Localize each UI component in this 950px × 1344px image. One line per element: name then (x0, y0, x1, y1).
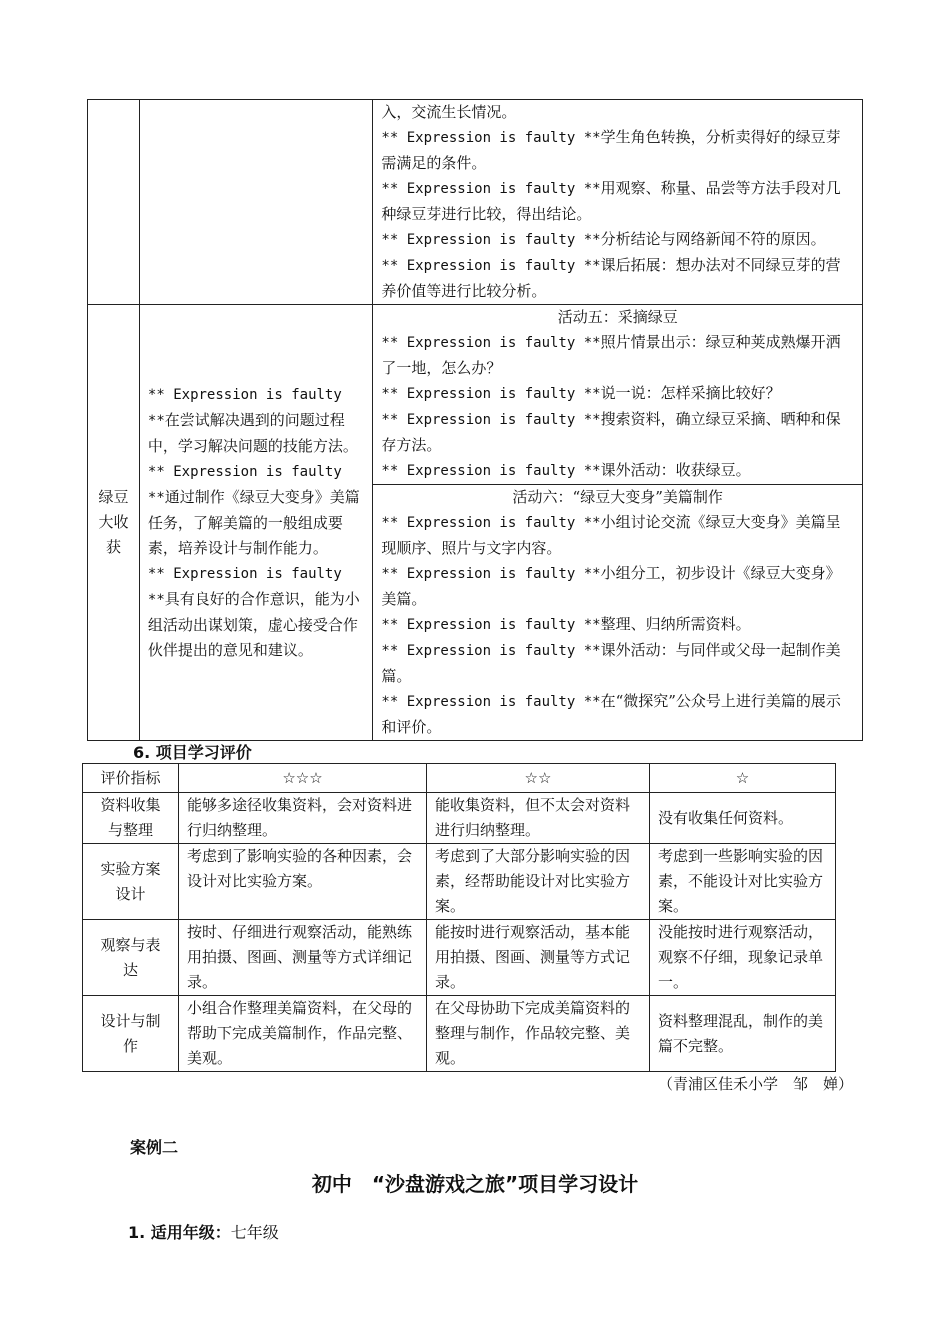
activity-line: ** Expression is faulty **小组讨论交流《绿豆大变身》美篇呈现顺序、照片与文字内容。 (381, 513, 841, 557)
stage-cell (88, 100, 140, 305)
table-row (88, 100, 863, 305)
activity-line: ** Expression is faulty **课外活动：与同伴或父母一起制作美篇。 (381, 641, 841, 685)
error-marker: ** Expression is faulty ** (381, 335, 601, 351)
activity-line: ** Expression is faulty **课后拓展：想办法对不同绿豆芽的营养价值等进行比较分析。 (381, 256, 841, 300)
rating-cell: 没能按时进行观察活动，观察不仔细，现象记录单一。 (650, 920, 836, 996)
activity-line: ** Expression is faulty **用观察、称量、品尝等方法手段对几种绿豆芽进行比较，得出结论。 (381, 179, 841, 223)
project-activity-table (87, 99, 863, 741)
activity-line: ** Expression is faulty **在“微探究”公众号上进行美篇的展示和评价。 (381, 692, 841, 736)
rating-cell: 能按时进行观察活动，基本能用拍摄、图画、测量等方式记录。 (427, 920, 650, 996)
error-marker: ** Expression is faulty ** (147, 387, 342, 429)
rating-cell: 考虑到一些影响实验的因素，不能设计对比实验方案。 (650, 844, 836, 920)
criterion-cell: 观察与表达 (83, 920, 179, 996)
error-marker: ** Expression is faulty ** (381, 258, 601, 274)
criterion-cell: 实验方案设计 (83, 844, 179, 920)
evaluation-table (82, 763, 836, 1072)
rating-cell: 没有收集任何资料。 (650, 793, 836, 844)
error-marker: ** Expression is faulty ** (381, 566, 601, 582)
error-marker: ** Expression is faulty ** (147, 566, 342, 608)
activity-title: 活动五：采摘绿豆 (557, 308, 678, 326)
activity-line: ** Expression is faulty **搜索资料，确立绿豆采摘、晒种和保存方法。 (381, 410, 841, 454)
header-cell: ☆☆ (427, 764, 650, 793)
case-title: 初中 “沙盘游戏之旅”项目学习设计 (311, 1172, 639, 1196)
rating-cell: 小组合作整理美篇资料，在父母的帮助下完成美篇制作，作品完整、美观。 (179, 996, 427, 1072)
activity-cell (373, 100, 863, 305)
rating-cell: 考虑到了影响实验的各种因素，会设计对比实验方案。 (179, 844, 427, 920)
stage-cell (88, 305, 140, 741)
error-marker: ** Expression is faulty ** (381, 617, 601, 633)
activity-line: ** Expression is faulty **照片情景出示：绿豆种荚成熟爆开洒了一地，怎么办？ (381, 333, 841, 377)
error-marker: ** Expression is faulty ** (381, 130, 601, 146)
section-heading: 6. 项目学习评价 (133, 743, 252, 762)
activity-cell (373, 305, 863, 485)
goal-line: ** Expression is faulty **具有良好的合作意识，能为小组活动出谋划策，虚心接受合作伙伴提出的意见和建议。 (147, 566, 360, 659)
goal-cell (139, 100, 373, 305)
table-row (88, 305, 863, 485)
activity-cell (373, 485, 863, 741)
error-marker: ** Expression is faulty ** (381, 515, 601, 531)
activity-title: 活动六：“绿豆大变身”美篇制作 (512, 488, 723, 506)
header-cell: ☆ (650, 764, 836, 793)
activity-line: 入，交流生长情况。 (381, 103, 517, 121)
author-line: （青浦区佳禾小学 邹 婵） (657, 1075, 853, 1093)
error-marker: ** Expression is faulty ** (381, 412, 601, 428)
rating-cell: 按时、仔细进行观察活动，能熟练用拍摄、图画、测量等方式详细记录。 (179, 920, 427, 996)
header-cell: ☆☆☆ (179, 764, 427, 793)
criterion-cell: 设计与制作 (83, 996, 179, 1072)
rating-cell: 考虑到了大部分影响实验的因素，经帮助能设计对比实验方案。 (427, 844, 650, 920)
error-marker: ** Expression is faulty ** (381, 386, 601, 402)
rating-cell: 在父母协助下完成美篇资料的整理与制作，作品较完整、美观。 (427, 996, 650, 1072)
error-marker: ** Expression is faulty ** (381, 463, 601, 479)
rating-cell: 能够多途径收集资料，会对资料进行归纳整理。 (179, 793, 427, 844)
grade-value: 七年级 (230, 1223, 279, 1242)
grade-line (128, 1220, 279, 1243)
rating-cell: 资料整理混乱，制作的美篇不完整。 (650, 996, 836, 1072)
case-label: 案例二 (130, 1138, 179, 1157)
error-marker: ** Expression is faulty ** (147, 464, 342, 506)
table-row (83, 920, 836, 996)
error-marker: ** Expression is faulty ** (381, 232, 601, 248)
table-row (83, 844, 836, 920)
stage-label: 绿豆大收获 (98, 488, 129, 556)
activity-line: ** Expression is faulty **小组分工，初步设计《绿豆大变身》美篇。 (381, 564, 841, 608)
error-marker: ** Expression is faulty ** (381, 643, 601, 659)
goal-line: ** Expression is faulty **在尝试解决遇到的问题过程中，学习解决问题的技能方法。 (147, 387, 358, 455)
rating-cell: 能收集资料，但不太会对资料进行归纳整理。 (427, 793, 650, 844)
error-marker: ** Expression is faulty ** (381, 694, 601, 710)
grade-label: 1. 适用年级： (128, 1223, 231, 1242)
activity-line: ** Expression is faulty **学生角色转换，分析卖得好的绿豆芽需满足的条件。 (381, 128, 841, 172)
activity-line: ** Expression is faulty **说一说：怎样采摘比较好？ (381, 384, 781, 402)
goal-line: ** Expression is faulty **通过制作《绿豆大变身》美篇任务，了解美篇的一般组成要素，培养设计与制作能力。 (147, 464, 360, 557)
header-cell: 评价指标 (83, 764, 179, 793)
goal-cell (139, 305, 373, 741)
table-header-row (83, 764, 836, 793)
table-row (83, 793, 836, 844)
error-marker: ** Expression is faulty ** (381, 181, 601, 197)
activity-line: ** Expression is faulty **整理、归纳所需资料。 (381, 615, 751, 633)
activity-line: ** Expression is faulty **课外活动：收获绿豆。 (381, 461, 751, 479)
table-row (83, 996, 836, 1072)
activity-line: ** Expression is faulty **分析结论与网络新闻不符的原因。 (381, 230, 826, 248)
criterion-cell: 资料收集与整理 (83, 793, 179, 844)
